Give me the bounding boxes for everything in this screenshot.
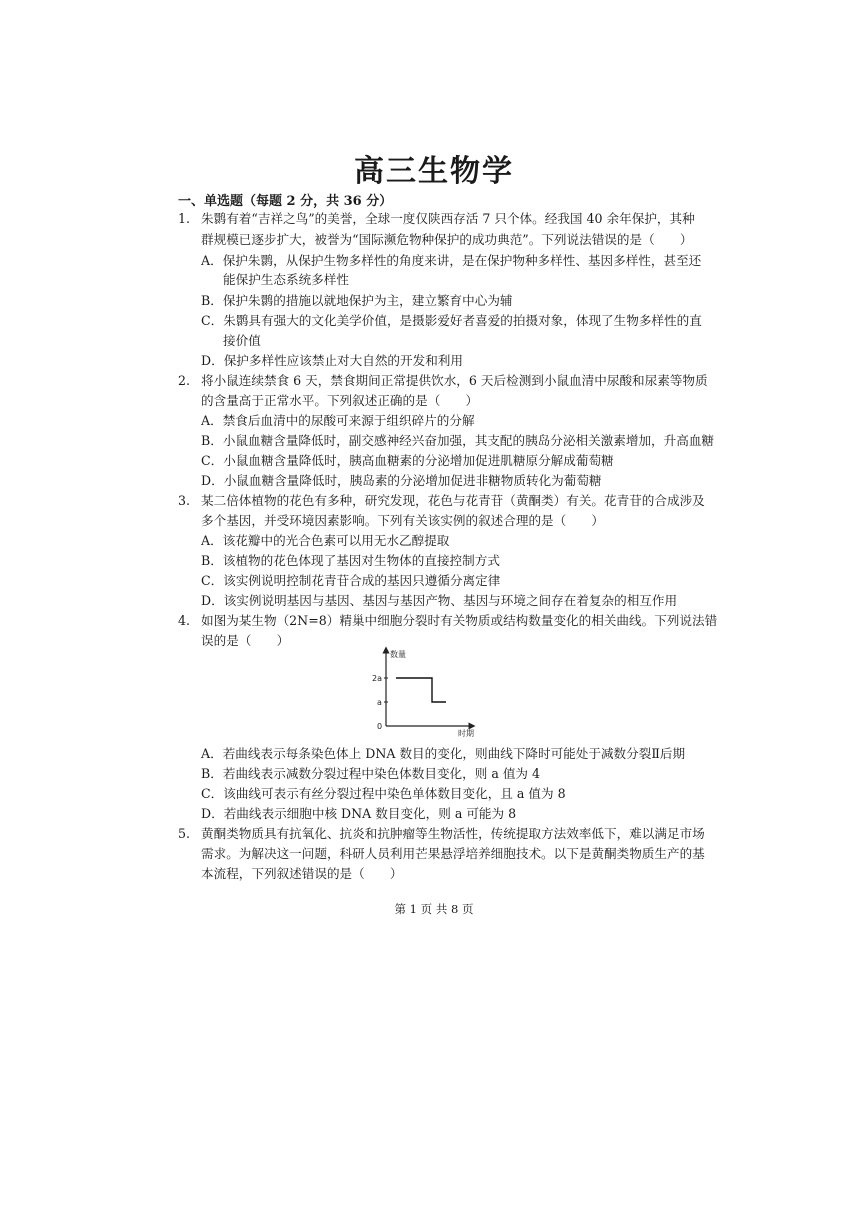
question-stem-line: 某二倍体植物的花色有多种，研究发现，花色与花青苷（黄酮类）有关。花青苷的合成涉及 [201,493,705,508]
question-stem-line: 群规模已逐步扩大，被誉为“国际濒危物种保护的成功典范”。下列说法错误的是（ ） [201,232,693,247]
option-b: B．保护朱鹮的措施以就地保护为主，建立繁育中心为辅 [201,293,513,308]
y-tick-a: a [377,698,382,707]
y-tick-2a: 2a [372,674,382,683]
question-stem-line: 的含量高于正常水平。下列叙述正确的是（ ） [201,393,479,408]
option-a: A．若曲线表示每条染色体上 DNA 数目的变化，则曲线下降时可能处于减数分裂Ⅱ后期 [201,746,686,761]
cell-division-curve-figure [360,640,490,740]
question-stem-line: 朱鹮有着“吉祥之鸟”的美誉，全球一度仅陕西存活 7 只个体。经我国 40 余年保护，其种 [201,211,695,226]
x-axis-label: 时期 [458,729,474,738]
page-title: 高三生物学 [354,154,514,189]
option-a-continued: 能保护生态系统多样性 [223,272,349,287]
option-c: C．该实例说明控制花青苷合成的基因只遵循分离定律 [201,573,501,588]
question-number: 4. [178,613,191,628]
option-b: B．该植物的花色体现了基因对生物体的直接控制方式 [201,553,500,568]
data-curve [396,678,446,702]
option-b: B．若曲线表示减数分裂过程中染色体数目变化，则 a 值为 4 [201,766,541,781]
question-number: 1. [178,211,191,226]
question-stem-line: 如图为某生物（2N=8）精巢中细胞分裂时有关物质或结构数量变化的相关曲线。下列说法错 [201,613,718,628]
question-stem-line: 需求。为解决这一问题，科研人员利用芒果悬浮培养细胞技术。以下是黄酮类物质生产的基 [201,846,705,861]
question-stem-line: 多个基因，并受环境因素影响。下列有关该实例的叙述合理的是（ ） [201,513,604,528]
question-stem-line: 将小鼠连续禁食 6 天，禁食期间正常提供饮水，6 天后检测到小鼠血清中尿酸和尿素等物质 [201,373,708,388]
question-stem-line: 本流程，下列叙述错误的是（ ） [201,866,403,881]
y-axis-label: 数量 [390,650,406,659]
question-stem-line: 黄酮类物质具有抗氧化、抗炎和抗肿瘤等生物活性，传统提取方法效率低下，难以满足市场 [201,826,705,841]
question-number: 2. [178,373,191,388]
y-tick-0: 0 [377,722,383,731]
option-b: B．小鼠血糖含量降低时，副交感神经兴奋加强，其支配的胰岛分泌相关激素增加，升高血糖 [201,433,715,448]
option-c: C．小鼠血糖含量降低时，胰高血糖素的分泌增加促进肌糖原分解成葡萄糖 [201,453,614,468]
question-number: 5. [178,826,191,841]
section-heading: 一、单选题（每题 2 分，共 36 分） [178,194,393,209]
option-c: C．朱鹮具有强大的文化美学价值，是摄影爱好者喜爱的拍摄对象，体现了生物多样性的直 [201,313,702,328]
page-footer: 第 1 页 共 8 页 [394,902,474,916]
option-a: A．禁食后血清中的尿酸可来源于组织碎片的分解 [201,413,475,428]
option-d: D．该实例说明基因与基因、基因与基因产物、基因与环境之间存在着复杂的相互作用 [201,593,678,608]
curve-svg [360,640,490,740]
question-stem-line: 误的是（ ） [201,633,290,648]
option-a: A．保护朱鹮，从保护生物多样性的角度来讲，是在保护物种多样性、基因多样性，甚至还 [201,253,702,268]
option-d: D．若曲线表示细胞中核 DNA 数目变化，则 a 可能为 8 [201,806,517,821]
option-d: D．小鼠血糖含量降低时，胰岛素的分泌增加促进非糖物质转化为葡萄糖 [201,473,602,488]
option-c-continued: 接价值 [223,333,261,348]
option-a: A．该花瓣中的光合色素可以用无水乙醇提取 [201,533,450,548]
option-c: C．该曲线可表示有丝分裂过程中染色单体数目变化，且 a 值为 8 [201,786,566,801]
question-number: 3. [178,493,191,508]
option-d: D．保护多样性应该禁止对大自然的开发和利用 [201,353,463,368]
